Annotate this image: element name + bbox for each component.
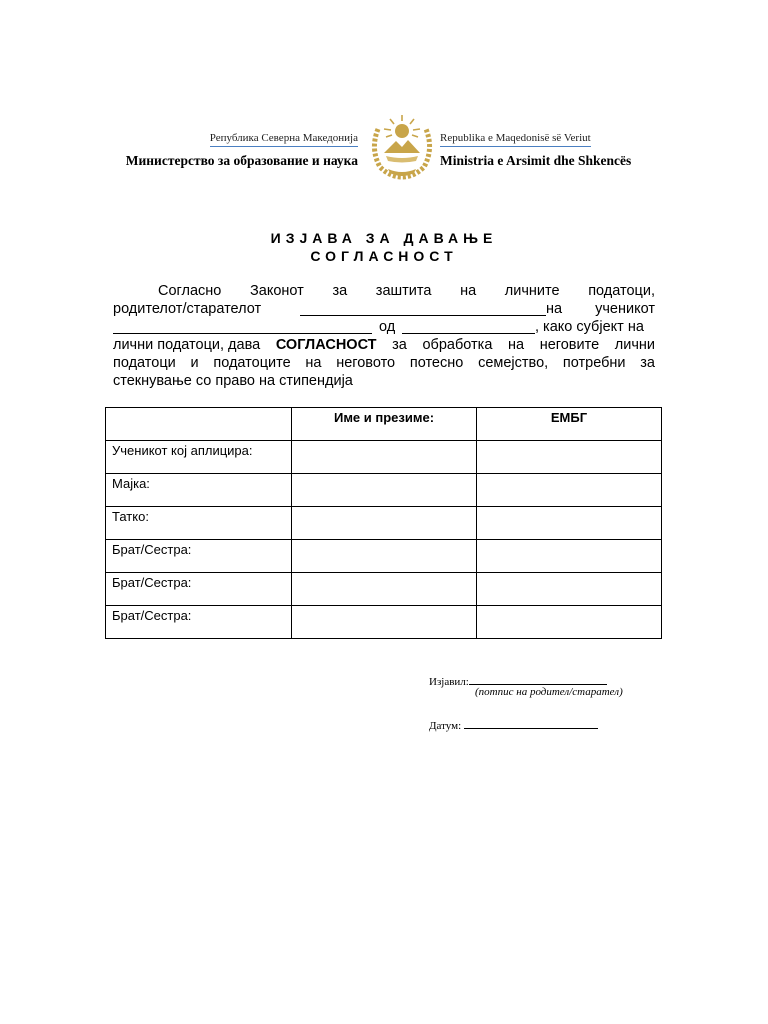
paragraph-word: за <box>640 355 655 371</box>
header-right-ministry: Ministria e Arsimit dhe Shkencës <box>440 153 632 168</box>
paragraph-word: податоците <box>213 355 291 371</box>
paragraph-word: заштита <box>375 283 432 299</box>
embg-cell[interactable] <box>477 474 662 507</box>
header-right <box>440 128 740 169</box>
row-label: Брат/Сестра: <box>106 540 292 573</box>
paragraph-text: на <box>546 301 563 317</box>
date-label: Датум: <box>429 720 462 732</box>
paragraph-word: Согласно <box>158 283 222 299</box>
name-cell[interactable] <box>292 540 477 573</box>
header-right-country: Republika e Maqedonisë së Veriut <box>440 131 591 147</box>
table-header-name: Име и презиме: <box>292 408 477 441</box>
document-title-line1: ИЗЈАВА ЗА ДАВАЊЕ <box>270 230 498 246</box>
date-row <box>429 718 598 732</box>
parent-name-blank[interactable] <box>300 301 546 316</box>
paragraph-word: обработка <box>422 337 493 353</box>
embg-cell[interactable] <box>477 573 662 606</box>
paragraph-text: од <box>379 319 396 335</box>
table-header-embg: ЕМБГ <box>477 408 662 441</box>
paragraph-word: за <box>392 337 407 353</box>
paragraph-word: на <box>508 337 525 353</box>
paragraph-word: Законот <box>250 283 304 299</box>
paragraph-word: за <box>332 283 348 299</box>
paragraph-line-3 <box>113 319 655 337</box>
document-title-line2: СОГЛАСНОСТ <box>310 248 458 264</box>
student-name-blank[interactable] <box>113 319 372 334</box>
paragraph-line-5 <box>113 355 655 373</box>
birthplace-blank[interactable] <box>402 319 535 334</box>
embg-cell[interactable] <box>477 540 662 573</box>
paragraph-word: податоци <box>113 355 176 371</box>
row-label: Ученикот кој аплицира: <box>106 441 292 474</box>
table-row <box>106 606 662 639</box>
paragraph-text: родителот/старателот <box>113 301 262 317</box>
paragraph-line-1 <box>113 283 655 301</box>
name-cell[interactable] <box>292 606 477 639</box>
paragraph-text: , како субјект на <box>535 319 644 335</box>
name-cell[interactable] <box>292 474 477 507</box>
paragraph-word: семејство, <box>478 355 549 371</box>
paragraph-word: и <box>190 355 199 371</box>
table-header-cell <box>106 408 292 441</box>
table-row <box>106 474 662 507</box>
family-members-table <box>105 407 662 639</box>
table-header-row <box>106 408 662 441</box>
header-left-ministry: Министерство за образование и наука <box>125 153 358 168</box>
date-line[interactable] <box>464 718 598 729</box>
table-row <box>106 573 662 606</box>
header-left-country: Република Северна Македонија <box>210 131 358 147</box>
embg-cell[interactable] <box>477 441 662 474</box>
paragraph-word: податоци, <box>588 283 655 299</box>
coat-of-arms-icon <box>366 109 438 181</box>
paragraph-word: потесно <box>409 355 464 371</box>
row-label: Мајка: <box>106 474 292 507</box>
signature-hint: (потпис на родител/старател) <box>475 686 623 698</box>
paragraph-word: личните <box>504 283 560 299</box>
paragraph-text: лични податоци, дава <box>113 337 261 353</box>
paragraph-line-2 <box>113 301 655 319</box>
name-cell[interactable] <box>292 507 477 540</box>
row-label: Брат/Сестра: <box>106 606 292 639</box>
table-row <box>106 507 662 540</box>
paragraph-text: ученикот <box>595 301 655 317</box>
table-row <box>106 441 662 474</box>
row-label: Брат/Сестра: <box>106 573 292 606</box>
paragraph-line-6: стекнување со право на стипендија <box>113 373 353 389</box>
consent-keyword: СОГЛАСНОСТ <box>275 337 377 353</box>
paragraph-word: на <box>305 355 322 371</box>
paragraph-word: лични <box>614 337 655 353</box>
signature-line[interactable] <box>469 674 607 685</box>
paragraph-word: неговото <box>336 355 396 371</box>
embg-cell[interactable] <box>477 507 662 540</box>
declarant-label: Изјавил: <box>429 676 469 688</box>
embg-cell[interactable] <box>477 606 662 639</box>
header-left <box>0 128 358 169</box>
paragraph-word: на <box>460 283 477 299</box>
row-label: Татко: <box>106 507 292 540</box>
paragraph-word: потребни <box>562 355 626 371</box>
name-cell[interactable] <box>292 441 477 474</box>
paragraph-line-4 <box>113 337 655 355</box>
table-row <box>106 540 662 573</box>
name-cell[interactable] <box>292 573 477 606</box>
paragraph-word: неговите <box>539 337 600 353</box>
